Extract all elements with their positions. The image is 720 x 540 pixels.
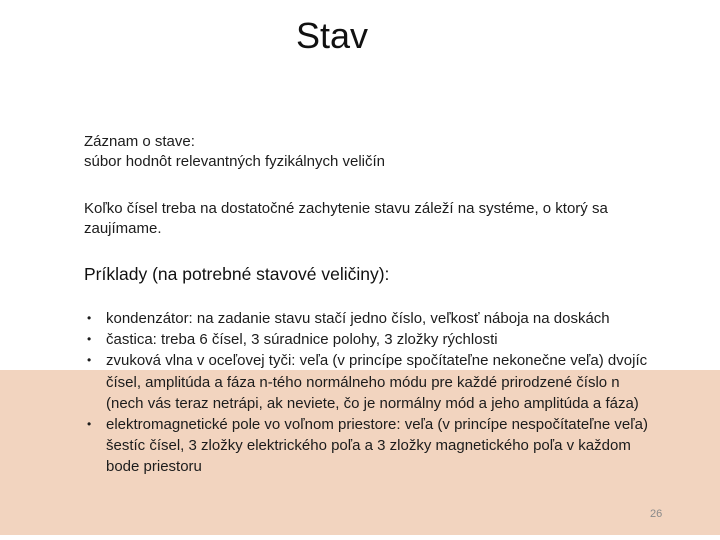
bullet-icon: •: [87, 417, 92, 432]
state-record-label: Záznam o stave:: [84, 133, 195, 150]
bullet-icon: •: [87, 332, 92, 347]
list-item-text: elektromagnetické pole vo voľnom priestore: veľa (v princípe nespočítateľne veľa) šestíc čísel, 3 zložky elektrického poľa a 3 zložky magnetického poľa v každom bode priestoru: [106, 416, 648, 476]
bullet-icon: •: [87, 353, 92, 368]
list-item-particle: [84, 329, 654, 350]
state-record-definition: súbor hodnôt relevantných fyzikálnych veličín: [84, 153, 385, 170]
slide-title: Stav: [295, 15, 369, 56]
state-record-block: [84, 132, 385, 172]
list-item-em-field: [84, 414, 654, 478]
examples-heading: Príklady (na potrebné stavové veličiny):: [84, 264, 390, 284]
list-item-text: kondenzátor: na zadanie stavu stačí jedno číslo, veľkosť náboja na doskách: [106, 310, 610, 327]
list-item-capacitor: [84, 308, 654, 329]
list-item-sound-wave: [84, 350, 654, 414]
bullet-icon: •: [87, 311, 92, 325]
numbers-paragraph: Koľko čísel treba na dostatočné zachytenie stavu záleží na systéme, o ktorý sa zaujímame.: [84, 200, 608, 237]
list-item-text: zvuková vlna v oceľovej tyči: veľa (v princípe spočítateľne nekonečne veľa) dvojíc čísel, amplitúda a fáza n-tého normálneho módu pre každé prirodzené číslo n (nech vás teraz netrápi, ak neviete, čo je normálny mód a jeho amplitúda a fáza): [106, 352, 648, 412]
page-number: 26: [650, 508, 663, 520]
list-item-text: častica: treba 6 čísel, 3 súradnice polohy, 3 zložky rýchlosti: [106, 331, 498, 349]
examples-list: [84, 308, 654, 478]
